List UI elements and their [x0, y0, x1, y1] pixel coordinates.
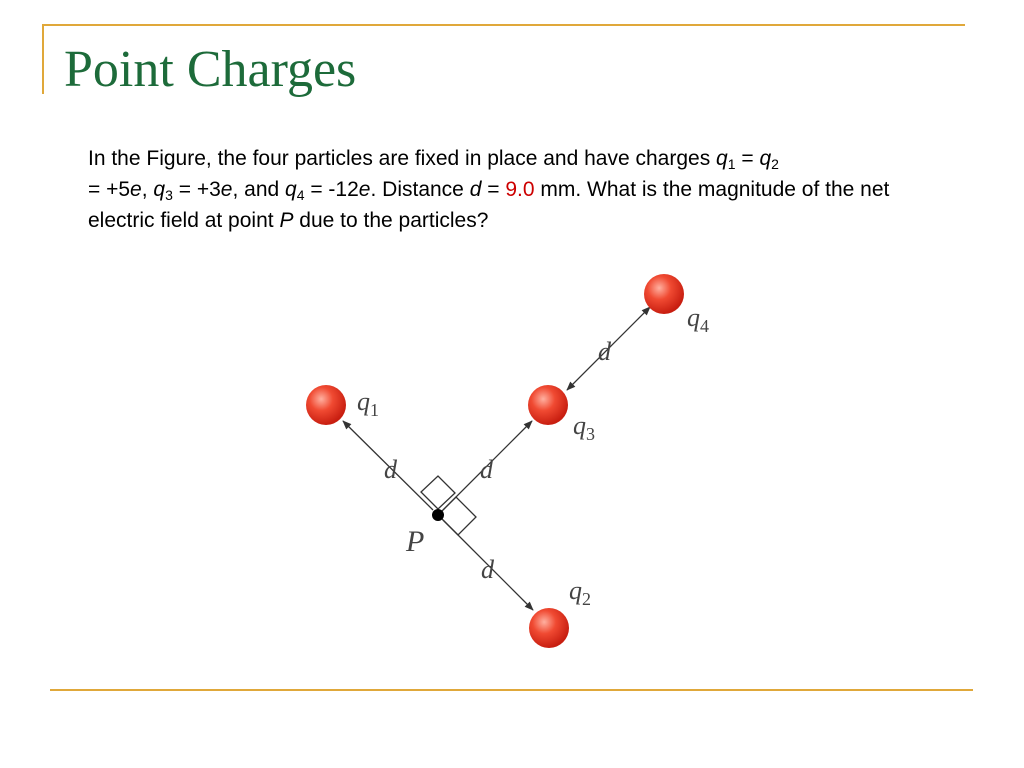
charge-q1 [306, 385, 346, 425]
charge-label-q4: $q_4$ [687, 303, 709, 336]
point-p-label: P [406, 525, 425, 558]
distance-label-q1: d [384, 455, 397, 484]
distance-label-q2: d [481, 555, 494, 584]
frame-bottom-rule [50, 689, 973, 691]
charge-q2 [529, 608, 569, 648]
charge-q4 [644, 274, 684, 314]
charge-label-q2: $q_2$ [569, 576, 591, 609]
distance-label-q3: d [480, 455, 493, 484]
point-p-dot [432, 509, 444, 521]
distance-value: 9.0 [505, 178, 535, 201]
charge-label-q1: $q_1$ [357, 387, 379, 420]
charge-q3 [528, 385, 568, 425]
charge-label-q3: $q_3$ [573, 411, 595, 444]
problem-text: In the Figure, the four particles are fixed in place and have charges $q_1 = q_2$ = +5e, $q_3 = +3e$, and $q_4 = -12e$. Distance d = 9.0 mm. What is the magnitude of the net electric field at point P due to the particles? [88, 147, 890, 232]
slide-title: Point Charges [64, 41, 357, 98]
distance-label-q4: d [598, 337, 611, 366]
